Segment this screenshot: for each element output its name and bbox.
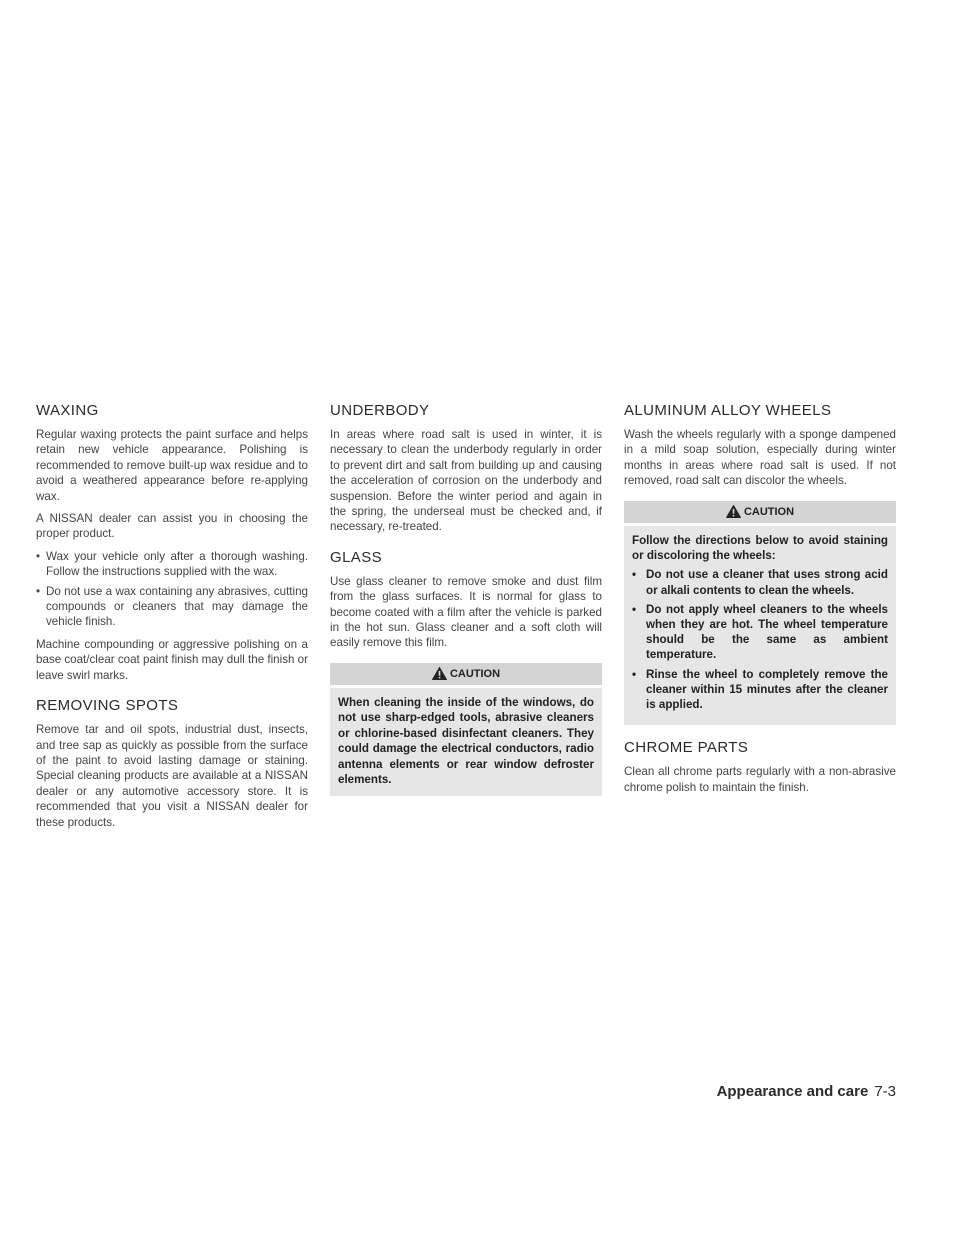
footer-section-title: Appearance and care [716, 1083, 869, 1100]
waxing-heading: WAXING [36, 402, 99, 419]
glass-caution-box [330, 663, 602, 796]
removing-spots-section [36, 697, 308, 830]
caution-text: When cleaning the inside of the windows, do not use sharp-edged tools, abrasive cleaners or chlorine-based disinfectant cleaners. They could damage the electrical conductors, radio antenna elements or rear window defroster elements. [338, 695, 594, 786]
wheels-caution-box [624, 501, 896, 726]
caution-header [330, 663, 602, 685]
column-1 [36, 402, 308, 837]
waxing-paragraph-1: Regular waxing protects the paint surface and helps retain new vehicle appearance. Polishing is recommended to remove built-up wax residue and to avoid a weathered appearance before re-applying wax. [36, 428, 308, 503]
removing-spots-heading: REMOVING SPOTS [36, 697, 179, 715]
column-2 [330, 402, 602, 806]
caution-label: CAUTION [743, 505, 795, 518]
underbody-paragraph: In areas where road salt is used in winter, it is necessary to clean the underbody regularly in order to prevent dirt and salt from building up and causing the acceleration of corrosion on the underbody and suspension. Before the winter period and again in the spring, the underseal must be checked and, if necessary, re-treated. [330, 428, 602, 534]
column-3 [624, 402, 896, 802]
list-item: • Wax your vehicle only after a thorough washing. Follow the instructions supplied with the wax. [36, 549, 308, 579]
page-footer [717, 1083, 896, 1100]
warning-triangle-icon [726, 505, 741, 518]
underbody-heading: UNDERBODY [330, 402, 430, 419]
list-item: • Do not use a wax containing any abrasives, cutting compounds or cleaners that may damage the vehicle finish. [36, 584, 308, 629]
chrome-parts-section [624, 739, 896, 795]
glass-heading: GLASS [330, 548, 383, 566]
caution-label: CAUTION [449, 667, 501, 680]
chrome-parts-heading: CHROME PARTS [624, 739, 749, 757]
caution-body [624, 526, 896, 726]
glass-paragraph: Use glass cleaner to remove smoke and dust film from the glass surfaces. It is normal for glass to become coated with a film after the vehicle is parked in the hot sun. Glass cleaner and a soft cloth will easily remove this film. [330, 574, 602, 650]
page-number: 7-3 [874, 1083, 896, 1100]
removing-spots-paragraph: Remove tar and oil spots, industrial dust, insects, and tree sap as quickly as possible from the surface of the paint to avoid lasting damage or staining. Special cleaning products are available at a NISSAN dealer or any automotive accessory store. It is recommended that you visit a NISSAN dealer for these products. [36, 723, 308, 829]
list-item: • Do not use a cleaner that uses strong acid or alkali contents to clean the wheels. [632, 568, 888, 597]
glass-section [330, 549, 602, 796]
alloy-wheels-paragraph: Wash the wheels regularly with a sponge dampened in a mild soap solution, especially during winter months in areas where road salt is used. If not removed, road salt can discolor the wheels. [624, 428, 896, 488]
list-item: • Do not apply wheel cleaners to the wheels when they are hot. The wheel temperature should be the same as ambient temperature. [632, 602, 888, 662]
alloy-wheels-section [624, 402, 896, 725]
waxing-paragraph-3: Machine compounding or aggressive polishing on a base coat/clear coat paint finish may dull the finish or leave swirl marks. [36, 637, 308, 682]
waxing-bullet-list [36, 549, 308, 630]
caution-intro: Follow the directions below to avoid staining or discoloring the wheels: [632, 533, 888, 563]
chrome-parts-paragraph: Clean all chrome parts regularly with a non-abrasive chrome polish to maintain the finish. [624, 765, 896, 794]
list-item: • Rinse the wheel to completely remove the cleaner within 15 minutes after the cleaner is applied. [632, 667, 888, 712]
underbody-section [330, 402, 602, 535]
warning-triangle-icon [432, 667, 447, 680]
waxing-paragraph-2: A NISSAN dealer can assist you in choosing the proper product. [36, 512, 308, 541]
caution-list [632, 567, 888, 712]
waxing-section [36, 402, 308, 683]
alloy-wheels-heading: ALUMINUM ALLOY WHEELS [624, 402, 832, 419]
caution-header [624, 501, 896, 523]
caution-body [330, 688, 602, 796]
